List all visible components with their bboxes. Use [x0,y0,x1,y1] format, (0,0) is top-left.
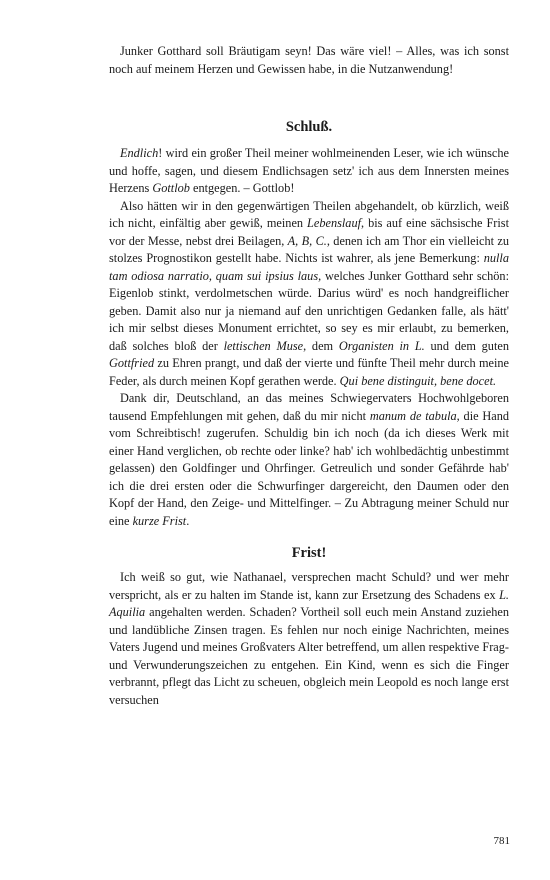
section-heading-schluss: Schluß. [285,119,333,135]
emphasis: Qui bene distinguit, bene docet. [339,373,497,388]
page-number: 781 [493,835,510,847]
intro-block [109,43,509,78]
schluss-paragraph-1: Endlich! wird ein großer Theil meiner wohlmeinenden Leser, wie ich wünsche und hoffe, sagen, und diesem Endlichsagen setz' ich aus dem Innersten meines Herzens Gottlob entgegen. – Gottlob! [109,146,509,195]
schluss-body [109,145,509,530]
emphasis: Organisten in L. [338,338,425,353]
schluss-paragraph-3: Dank dir, Deutschland, an das meines Schwiegervaters Hochwohlgeboren tausend Empfehlungen mit gehen, daß du mir nicht manum de tabula, die Hand vom Schreibtisch! zugerufen. Schuldig bin ich noch (da ich dieses Werk mit einer Hand verglichen, ob rechte oder linke? hab' ich wohlbedächtig unbestimmt gelassen) den Goldfinger und Ohrfinger. Getreulich und sonder Gefährde hab' ich die drei ersten oder die Schwurfinger dargereicht, den Daumen oder den Kopf der Hand, den Zeige- und Mittelfinger. – Zu Abtragung meiner Schuld nur eine kurze Frist. [109,391,509,528]
emphasis: Endlich [120,146,159,160]
emphasis: lettischen Muse [223,338,304,353]
emphasis: L. Aquilia [109,587,509,619]
emphasis: manum de tabula, [369,408,460,423]
schluss-paragraph-2: Also hätten wir in den gegenwärtigen Theilen abgehandelt, ob kürzlich, weiß ich nicht, einfältig aber gewiß, meinen Lebenslauf, bis auf eine sächsische Frist vor der Messe, nebst drei Beilagen, A, B, C., denen ich am Thor ein vielleicht zu stolzes Prognostikon gestellt habe. Nichts ist wahrer, als jene Bemerkung: nulla tam odiosa narratio, quam sui ipsius laus, welches Junker Gotthard sehr schön: Eigenlob stinkt, verdolmetschen würde. Darius würd' es noch handgreiflicher geben. Damit also nur ja niemand auf den unrichtigen Gedanken falle, als hätt' ich mir selbst dieses Monument errichtet, so sey es mir erlaubt, zu bemerken, daß solches bloß der lettischen Muse, dem Organisten in L. und dem guten Gottfried zu Ehren prangt, und daß der vierte und fünfte Theil mehr durch meine Feder, als durch meinen Kopf gerathen werde. Qui bene distinguit, bene docet. [109,198,509,388]
section-heading-frist: Frist! [291,545,327,561]
frist-paragraph-1: Ich weiß so gut, wie Nathanael, versprechen macht Schuld? und wer mehr verspricht, als er zu halten im Stande ist, kann zur Ersetzung des Schadens ex L. Aquilia angehalten werden. Schaden? Vortheil soll euch mein Anstand zuziehen und landübliche Zinsen tragen. Es fehlen nur noch einige Nachrichten, meines Vaters Jugend und meines Großvaters Alter betreffend, um allen respektive Frag- und Verwunderungszeichen zu entgehen. Ein Kind, wenn es sich die Finger verbrannt, pflegt das Licht zu scheuen, obgleich mein Leopold es noch lange erst versuchen [109,570,509,707]
emphasis: kurze Frist [132,513,187,528]
emphasis: nulla tam odiosa narratio, quam sui ipsius laus, [109,251,509,283]
emphasis: Gottlob [152,181,190,195]
emphasis: Lebenslauf [307,216,362,230]
frist-body [109,569,509,709]
emphasis: A, B, C. [287,233,327,248]
emphasis: Gottfried [109,356,155,370]
intro-paragraph: Junker Gotthard soll Bräutigam seyn! Das wäre viel! – Alles, was ich sonst noch auf meinem Herzen und Gewissen habe, in die Nutzanwendung! [109,44,509,76]
